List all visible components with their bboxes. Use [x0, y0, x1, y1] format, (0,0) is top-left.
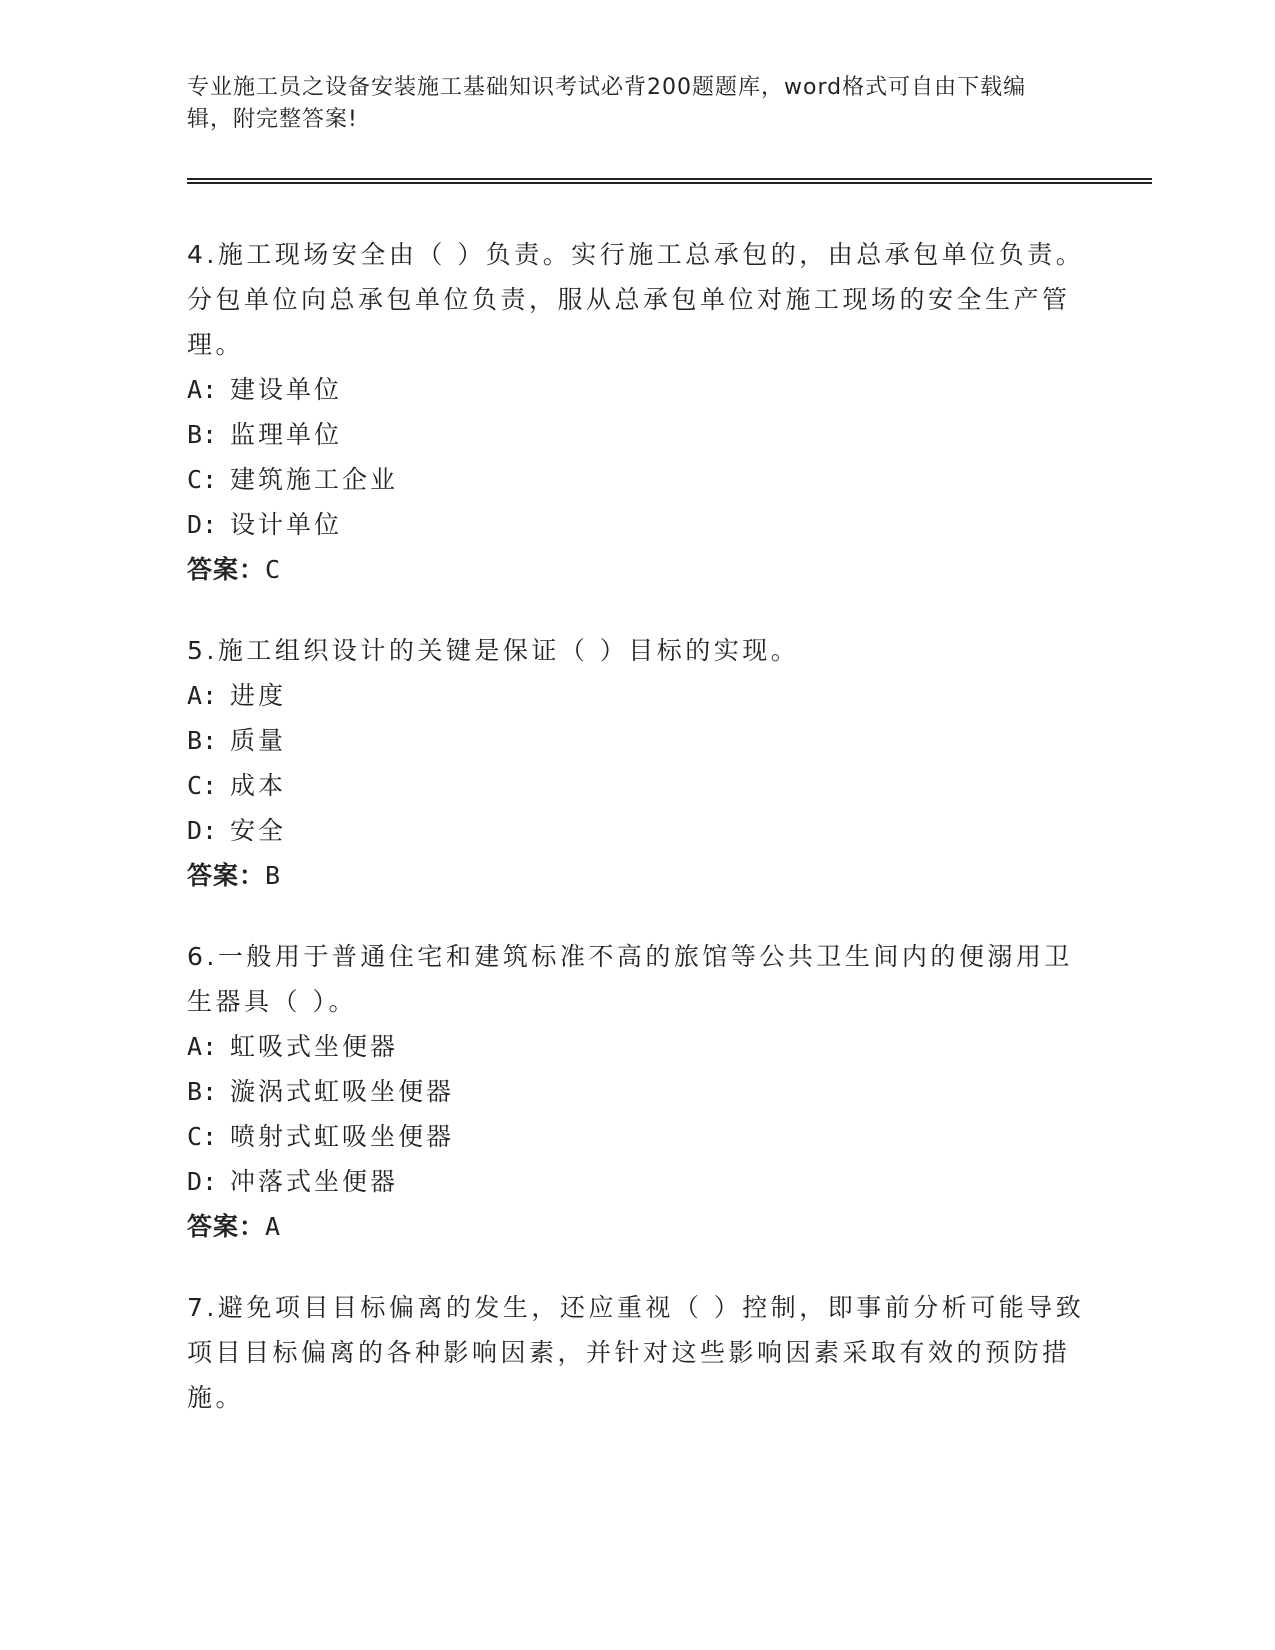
- answer-label: 答案：: [187, 555, 266, 584]
- option-letter: B:: [187, 1077, 218, 1106]
- option-text: 喷射式虹吸坐便器: [230, 1122, 455, 1151]
- option-letter: D:: [187, 816, 218, 845]
- option-b: [187, 718, 1087, 763]
- question-5: [187, 628, 1087, 898]
- option-text: 冲落式坐便器: [230, 1167, 399, 1196]
- option-a: [187, 367, 1087, 412]
- header-divider-top: [187, 178, 1152, 180]
- question-text: 7.避免项目目标偏离的发生，还应重视（ ）控制，即事前分析可能导致项目目标偏离的各种影响因素，并针对这些影响因素采取有效的预防措施。: [187, 1293, 1085, 1412]
- option-b: [187, 1069, 1087, 1114]
- answer-label: 答案：: [187, 861, 266, 890]
- option-text: 建设单位: [230, 375, 343, 404]
- question-list: [187, 232, 1087, 1456]
- answer-line: [187, 547, 1087, 592]
- option-c: [187, 763, 1087, 808]
- option-text: 进度: [230, 681, 287, 710]
- option-a: [187, 1024, 1087, 1069]
- answer-value: A: [265, 1212, 282, 1241]
- option-letter: C:: [187, 1122, 218, 1151]
- question-4: [187, 232, 1087, 592]
- question-text: 6.一般用于普通住宅和建筑标准不高的旅馆等公共卫生间内的便溺用卫生器具（ ）。: [187, 942, 1073, 1016]
- header-divider-bottom: [187, 182, 1152, 184]
- option-c: [187, 457, 1087, 502]
- option-text: 漩涡式虹吸坐便器: [230, 1077, 455, 1106]
- answer-line: [187, 1204, 1087, 1249]
- option-letter: B:: [187, 726, 218, 755]
- option-letter: A:: [187, 375, 218, 404]
- option-letter: A:: [187, 1032, 218, 1061]
- option-d: [187, 502, 1087, 547]
- option-letter: D:: [187, 510, 218, 539]
- option-text: 虹吸式坐便器: [230, 1032, 399, 1061]
- option-d: [187, 808, 1087, 853]
- question-text: 4.施工现场安全由（ ）负责。实行施工总承包的，由总承包单位负责。分包单位向总承包单位负责，服从总承包单位对施工现场的安全生产管理。: [187, 240, 1085, 359]
- option-letter: C:: [187, 771, 218, 800]
- option-c: [187, 1114, 1087, 1159]
- document-header: 专业施工员之设备安装施工基础知识考试必背200题题库，word格式可自由下载编辑，附完整答案!: [187, 75, 1027, 132]
- option-a: [187, 673, 1087, 718]
- question-text: 5.施工组织设计的关键是保证（ ）目标的实现。: [187, 636, 800, 665]
- option-letter: D:: [187, 1167, 218, 1196]
- option-text: 安全: [230, 816, 287, 845]
- option-text: 成本: [230, 771, 287, 800]
- answer-line: [187, 853, 1087, 898]
- option-letter: C:: [187, 465, 218, 494]
- option-b: [187, 412, 1087, 457]
- option-letter: A:: [187, 681, 218, 710]
- option-text: 设计单位: [230, 510, 343, 539]
- question-6: [187, 934, 1087, 1249]
- option-text: 建筑施工企业: [230, 465, 399, 494]
- option-letter: B:: [187, 420, 218, 449]
- option-d: [187, 1159, 1087, 1204]
- answer-value: C: [265, 555, 282, 584]
- question-7: [187, 1285, 1087, 1420]
- option-text: 质量: [230, 726, 287, 755]
- answer-label: 答案：: [187, 1212, 266, 1241]
- answer-value: B: [265, 861, 282, 890]
- option-text: 监理单位: [230, 420, 343, 449]
